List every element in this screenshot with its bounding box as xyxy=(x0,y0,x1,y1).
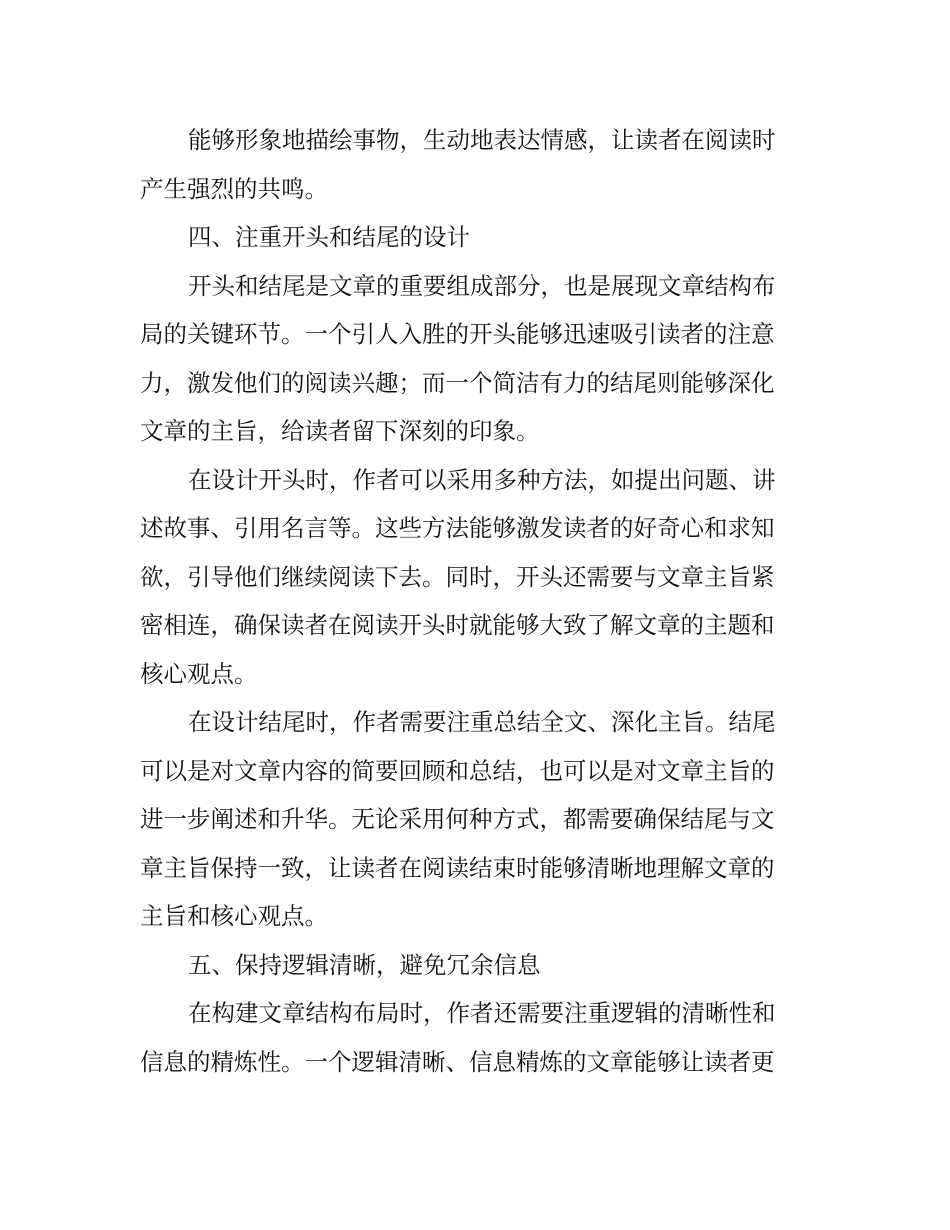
paragraph-logic-clarity xyxy=(140,989,812,1086)
text-line: 章主旨保持一致，让读者在阅读结束时能够清晰地理解文章的 xyxy=(140,853,775,882)
text-line: 在设计开头时，作者可以采用多种方法，如提出问题、讲 xyxy=(188,465,776,494)
text-line: 能够形象地描绘事物，生动地表达情感，让读者在阅读时 xyxy=(188,126,776,154)
paragraph-continuation xyxy=(140,116,812,213)
section-heading-4 xyxy=(140,213,812,262)
text-line: 信息的精炼性。一个逻辑清晰、信息精炼的文章能够让读者更 xyxy=(140,1047,775,1076)
heading-text: 四、注重开头和结尾的设计 xyxy=(188,223,470,251)
text-line: 密相连，确保读者在阅读开头时就能够大致了解文章的主题和 xyxy=(140,611,775,639)
text-line: 主旨和核心观点。 xyxy=(140,902,328,930)
text-line: 力，激发他们的阅读兴趣；而一个简洁有力的结尾则能够深化 xyxy=(140,368,775,397)
text-line: 开头和结尾是文章的重要组成部分，也是展现文章结构布 xyxy=(188,271,776,300)
section-heading-5 xyxy=(140,941,812,990)
text-line: 文章的主旨，给读者留下深刻的印象。 xyxy=(140,417,540,445)
paragraph-designing-ending xyxy=(140,698,812,941)
text-line: 局的关键环节。一个引人入胜的开头能够迅速吸引读者的注意 xyxy=(140,320,775,348)
text-line: 在构建文章结构布局时，作者还需要注重逻辑的清晰性和 xyxy=(188,999,776,1027)
paragraph-designing-opening xyxy=(140,456,812,699)
document-page xyxy=(140,116,812,1086)
text-line: 核心观点。 xyxy=(140,659,258,688)
text-line: 述故事、引用名言等。这些方法能够激发读者的好奇心和求知 xyxy=(140,514,775,542)
heading-text: 五、保持逻辑清晰，避免冗余信息 xyxy=(188,950,541,979)
text-line: 在设计结尾时，作者需要注重总结全文、深化主旨。结尾 xyxy=(188,708,776,736)
paragraph-opening-ending-importance xyxy=(140,262,812,456)
text-line: 进一步阐述和升华。无论采用何种方式，都需要确保结尾与文 xyxy=(140,805,775,833)
text-line: 欲，引导他们继续阅读下去。同时，开头还需要与文章主旨紧 xyxy=(140,562,775,591)
text-line: 可以是对文章内容的简要回顾和总结，也可以是对文章主旨的 xyxy=(140,756,775,785)
text-line: 产生强烈的共鸣。 xyxy=(140,174,328,203)
